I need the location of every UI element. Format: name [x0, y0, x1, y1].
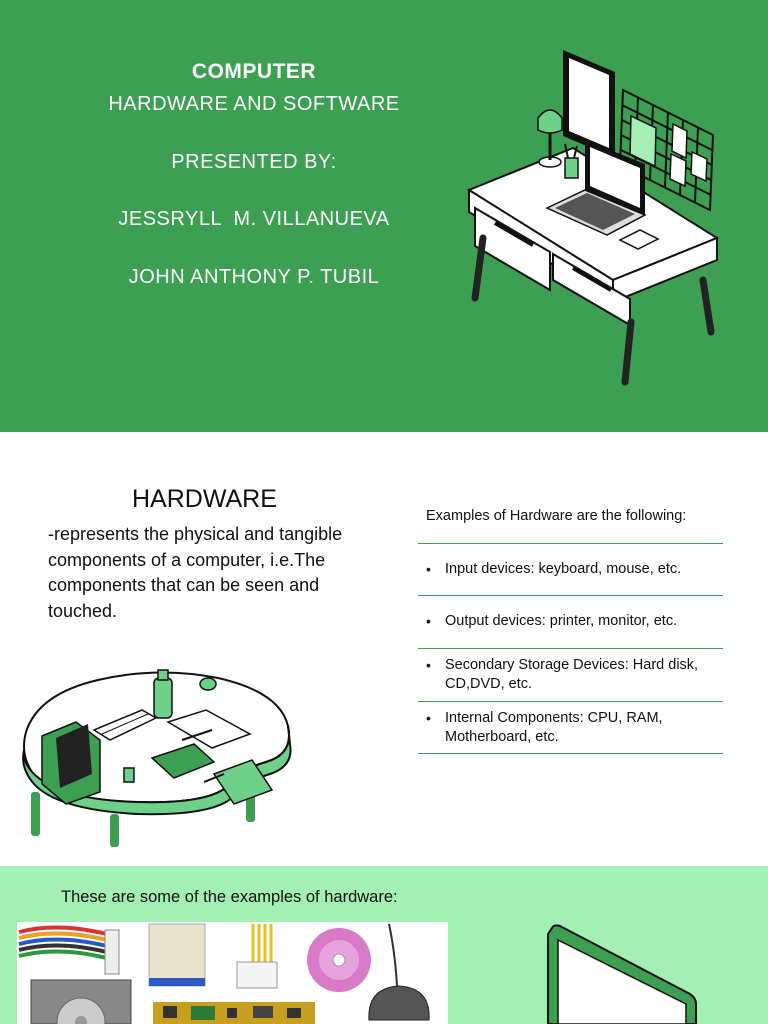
hardware-definition: -represents the physical and tangible components of a computer, i.e.The components that can be seen and touched. — [48, 524, 343, 621]
presenter-name: JESSRYLL M. VILLANUEVA — [118, 208, 390, 230]
slide-title: COMPUTER — [191, 60, 317, 83]
desk-illustration — [455, 40, 735, 390]
bullet-icon: • — [426, 613, 431, 629]
slide-subtitle: HARDWARE AND SOFTWARE — [108, 93, 400, 115]
bullet-icon: • — [426, 561, 431, 577]
presenter-name: JOHN ANTHONY P. TUBIL — [128, 266, 380, 288]
slide-caption: These are some of the examples of hardware: — [61, 888, 398, 906]
table-illustration — [18, 664, 298, 849]
bullet-icon: • — [426, 657, 431, 673]
hardware-parts-photo — [17, 922, 448, 1024]
bullet-icon: • — [426, 710, 431, 726]
examples-title: Examples of Hardware are the following: — [426, 508, 687, 524]
title-slide — [0, 0, 768, 432]
hardware-examples-slide — [0, 866, 768, 1024]
examples-list — [418, 543, 723, 754]
list-item: • Input devices: keyboard, mouse, etc. — [418, 543, 723, 595]
monitor-illustration — [540, 924, 710, 1024]
list-item: • Output devices: printer, monitor, etc. — [418, 595, 723, 648]
list-item: • Internal Components: CPU, RAM, Motherboard, etc. — [418, 701, 723, 754]
section-heading: HARDWARE — [132, 485, 277, 513]
list-item: • Secondary Storage Devices: Hard disk, CD,DVD, etc. — [418, 648, 723, 701]
presented-by-label: PRESENTED BY: — [171, 151, 337, 173]
hardware-slide — [0, 432, 768, 866]
